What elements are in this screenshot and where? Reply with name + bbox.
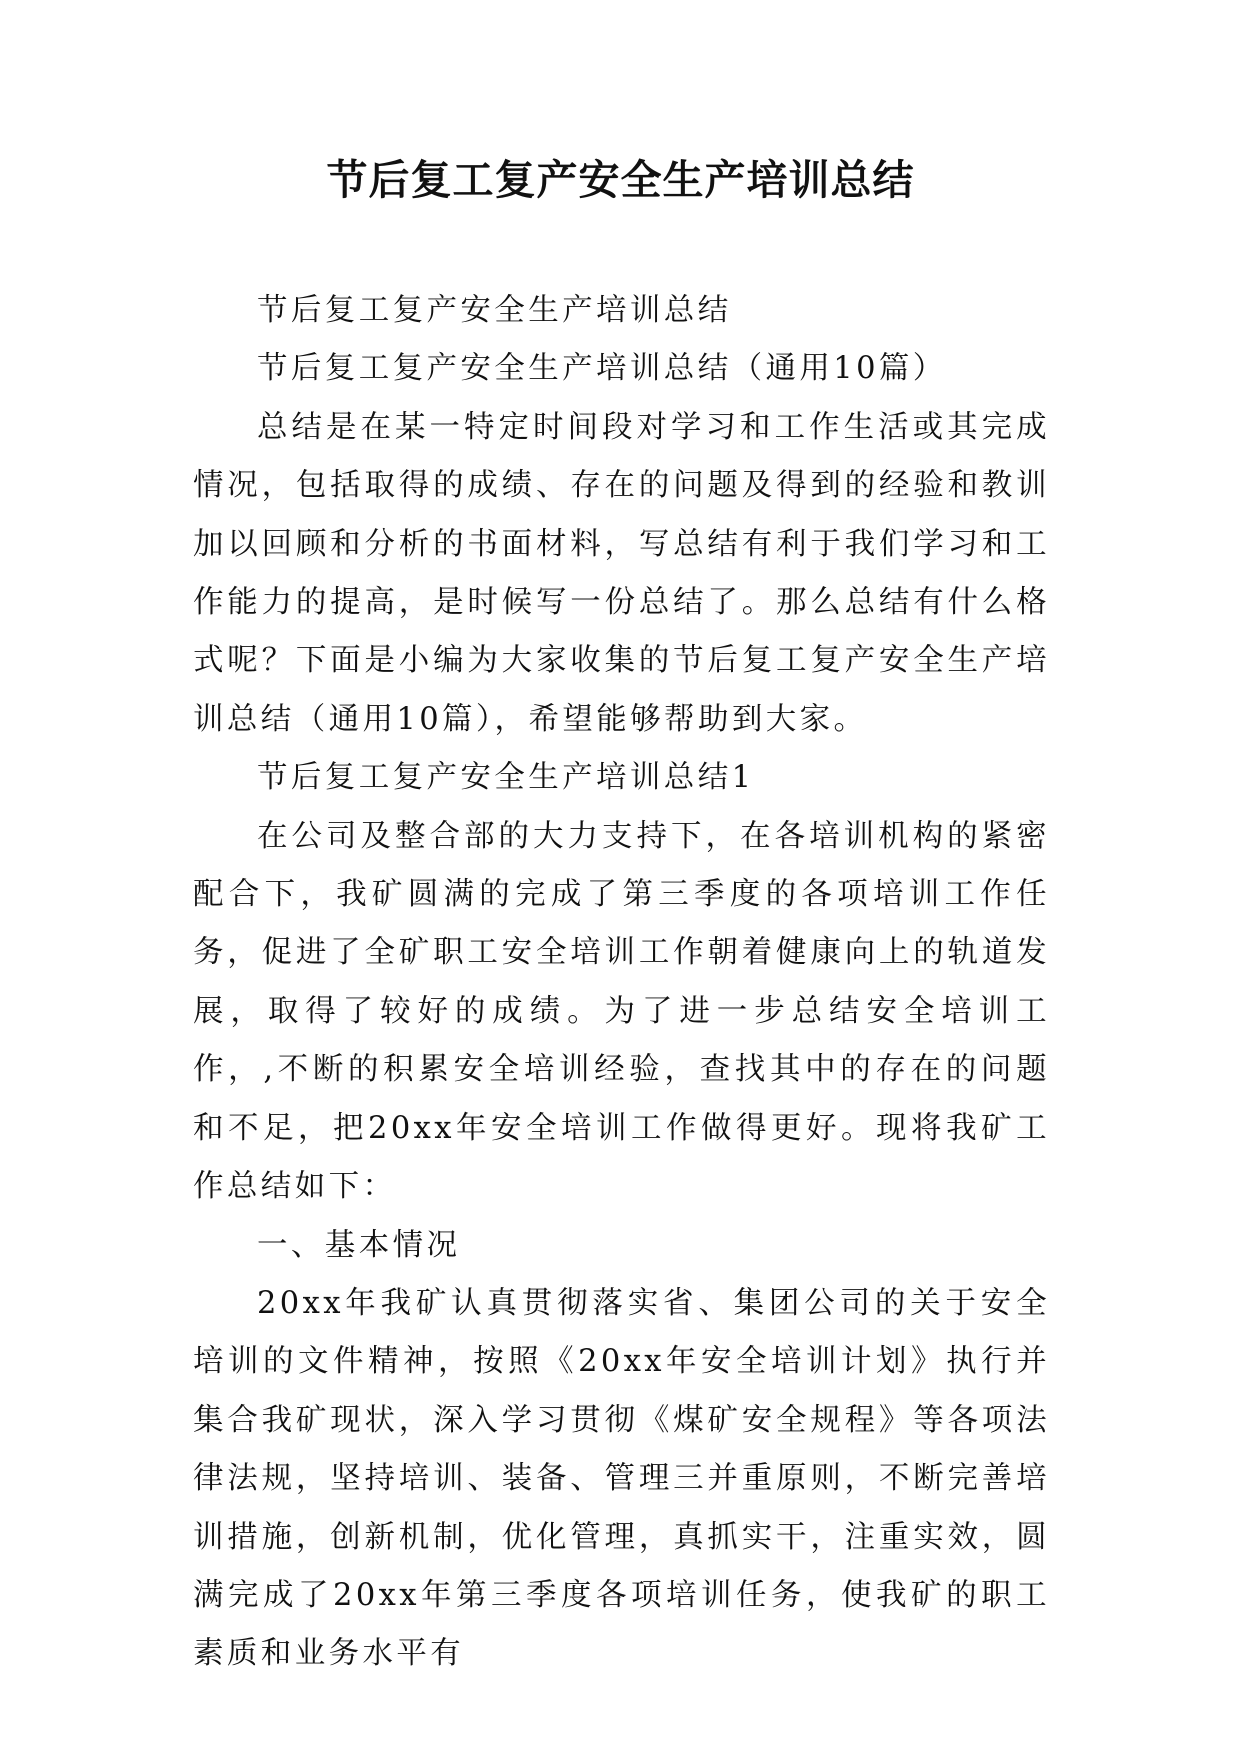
document-title: 节后复工复产安全生产培训总结 xyxy=(326,156,915,204)
paragraph-intro: 总结是在某一特定时间段对学习和工作生活或其完成情况，包括取得的成绩、存在的问题及得到的经验和教训加以回顾和分析的书面材料，写总结有利于我们学习和工作能力的提高，是时候写一份总结了。那么总结有什么格式呢？下面是小编为大家收集的节后复工复产安全生产培训总结（通用10篇），希望能够帮助到大家。 xyxy=(193,409,1050,737)
document-body xyxy=(193,282,1050,1684)
paragraph-body: 20xx年我矿认真贯彻落实省、集团公司的关于安全培训的文件精神，按照《20xx年安全培训计划》执行并集合我矿现状，深入学习贯彻《煤矿安全规程》等各项法律法规，坚持培训、装备、管理三并重原则，不断完善培训措施，创新机制，优化管理，真抓实干，注重实效，圆满完成了20xx年第三季度各项培训任务，使我矿的职工素质和业务水平有 xyxy=(193,1285,1050,1672)
paragraph-subheading: 节后复工复产安全生产培训总结（通用10篇） xyxy=(257,351,947,387)
paragraph-heading: 节后复工复产安全生产培训总结 xyxy=(257,293,732,328)
paragraph-section-title: 节后复工复产安全生产培训总结1 xyxy=(257,760,755,796)
paragraph-body: 在公司及整合部的大力支持下，在各培训机构的紧密配合下，我矿圆满的完成了第三季度的各项培训工作任务，促进了全矿职工安全培训工作朝着健康向上的轨道发展，取得了较好的成绩。为了进一步总结安全培训工作，,不断的积累安全培训经验，查找其中的存在的问题和不足，把20xx年安全培训工作做得更好。现将我矿工作总结如下： xyxy=(193,818,1050,1205)
paragraph-section-heading: 一、基本情况 xyxy=(257,1227,461,1263)
